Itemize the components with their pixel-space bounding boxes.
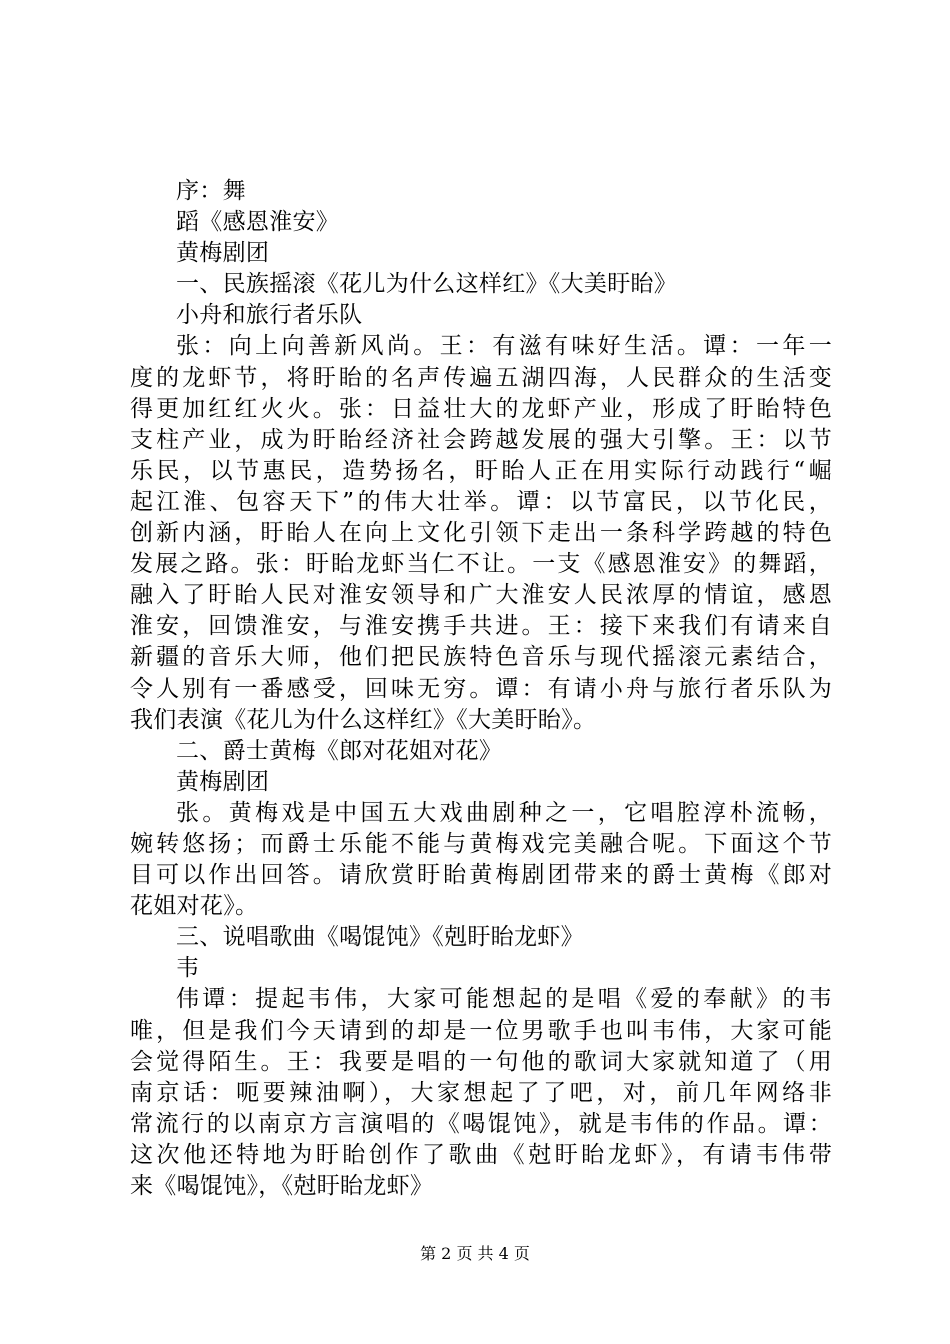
text-line: 一、民族摇滚《花儿为什么这样红》《大美盱眙》	[176, 271, 678, 298]
text-line: 令人别有一番感受，回味无穷。谭：有请小舟与旅行者乐队为	[130, 675, 832, 702]
text-line: 黄梅剧团	[176, 768, 270, 795]
text-line: 度的龙虾节，将盱眙的名声传遍五湖四海，人民群众的生活变	[130, 364, 832, 391]
text-line: 常流行的以南京方言演唱的《喝馄饨》，就是韦伟的作品。谭：	[130, 1110, 832, 1137]
document-body	[130, 176, 832, 1202]
page-footer: 第 2 页 共 4 页	[420, 1244, 530, 1263]
text-line: 会觉得陌生。王：我要是唱的一句他的歌词大家就知道了（用	[130, 1048, 832, 1075]
text-line: 我们表演《花儿为什么这样红》《大美盱眙》。	[130, 706, 597, 733]
text-line: 黄梅剧团	[176, 240, 270, 267]
text-line: 乐民，以节惠民，造势扬名，盱眙人正在用实际行动践行“崛	[130, 457, 832, 484]
text-line: 支柱产业，成为盱眙经济社会跨越发展的强大引擎。王：以节	[130, 426, 832, 453]
text-line: 二、爵士黄梅《郎对花姐对花》	[176, 737, 503, 764]
text-line: 韦	[176, 955, 200, 982]
text-line: 新疆的音乐大师，他们把民族特色音乐与现代摇滚元素结合，	[130, 644, 832, 671]
text-line: 融入了盱眙人民对淮安领导和广大淮安人民浓厚的情谊，感恩	[130, 582, 832, 609]
text-line: 花姐对花》。	[130, 893, 259, 920]
text-line: 这次他还特地为盱眙创作了歌曲《尅盱眙龙虾》，有请韦伟带	[130, 1141, 832, 1168]
text-line: 来《喝馄饨》，《尅盱眙龙虾》	[130, 1173, 434, 1199]
text-line: 唯，但是我们今天请到的却是一位男歌手也叫韦伟，大家可能	[130, 1017, 832, 1044]
text-line: 起江淮、包容天下”的伟大壮举。谭：以节富民，以节化民，	[130, 488, 832, 515]
text-line: 南京话：呃要辣油啊），大家想起了了吧，对，前几年网络非	[130, 1079, 832, 1106]
text-line: 张。黄梅戏是中国五大戏曲剧种之一，它唱腔淳朴流畅，	[176, 799, 832, 826]
text-line: 得更加红红火火。张：日益壮大的龙虾产业，形成了盱眙特色	[130, 395, 832, 422]
text-line: 淮安，回馈淮安，与淮安携手共进。王：接下来我们有请来自	[130, 613, 832, 640]
text-line: 婉转悠扬；而爵士乐能不能与黄梅戏完美融合呢。下面这个节	[130, 830, 832, 857]
text-line: 发展之路。张：盱眙龙虾当仁不让。一支《感恩淮安》的舞蹈，	[130, 551, 832, 578]
text-line: 小舟和旅行者乐队	[176, 302, 363, 329]
text-line: 伟谭：提起韦伟，大家可能想起的是唱《爱的奉献》的韦	[176, 986, 832, 1013]
text-line: 创新内涵，盱眙人在向上文化引领下走出一条科学跨越的特色	[130, 520, 832, 547]
text-line: 序：舞	[176, 178, 246, 204]
text-line: 三、说唱歌曲《喝馄饨》《剋盱眙龙虾》	[176, 924, 584, 951]
text-line: 目可以作出回答。请欣赏盱眙黄梅剧团带来的爵士黄梅《郎对	[130, 862, 832, 889]
text-line: 张：向上向善新风尚。王：有滋有味好生活。谭：一年一	[176, 333, 832, 360]
text-line: 蹈《感恩淮安》	[176, 209, 340, 236]
